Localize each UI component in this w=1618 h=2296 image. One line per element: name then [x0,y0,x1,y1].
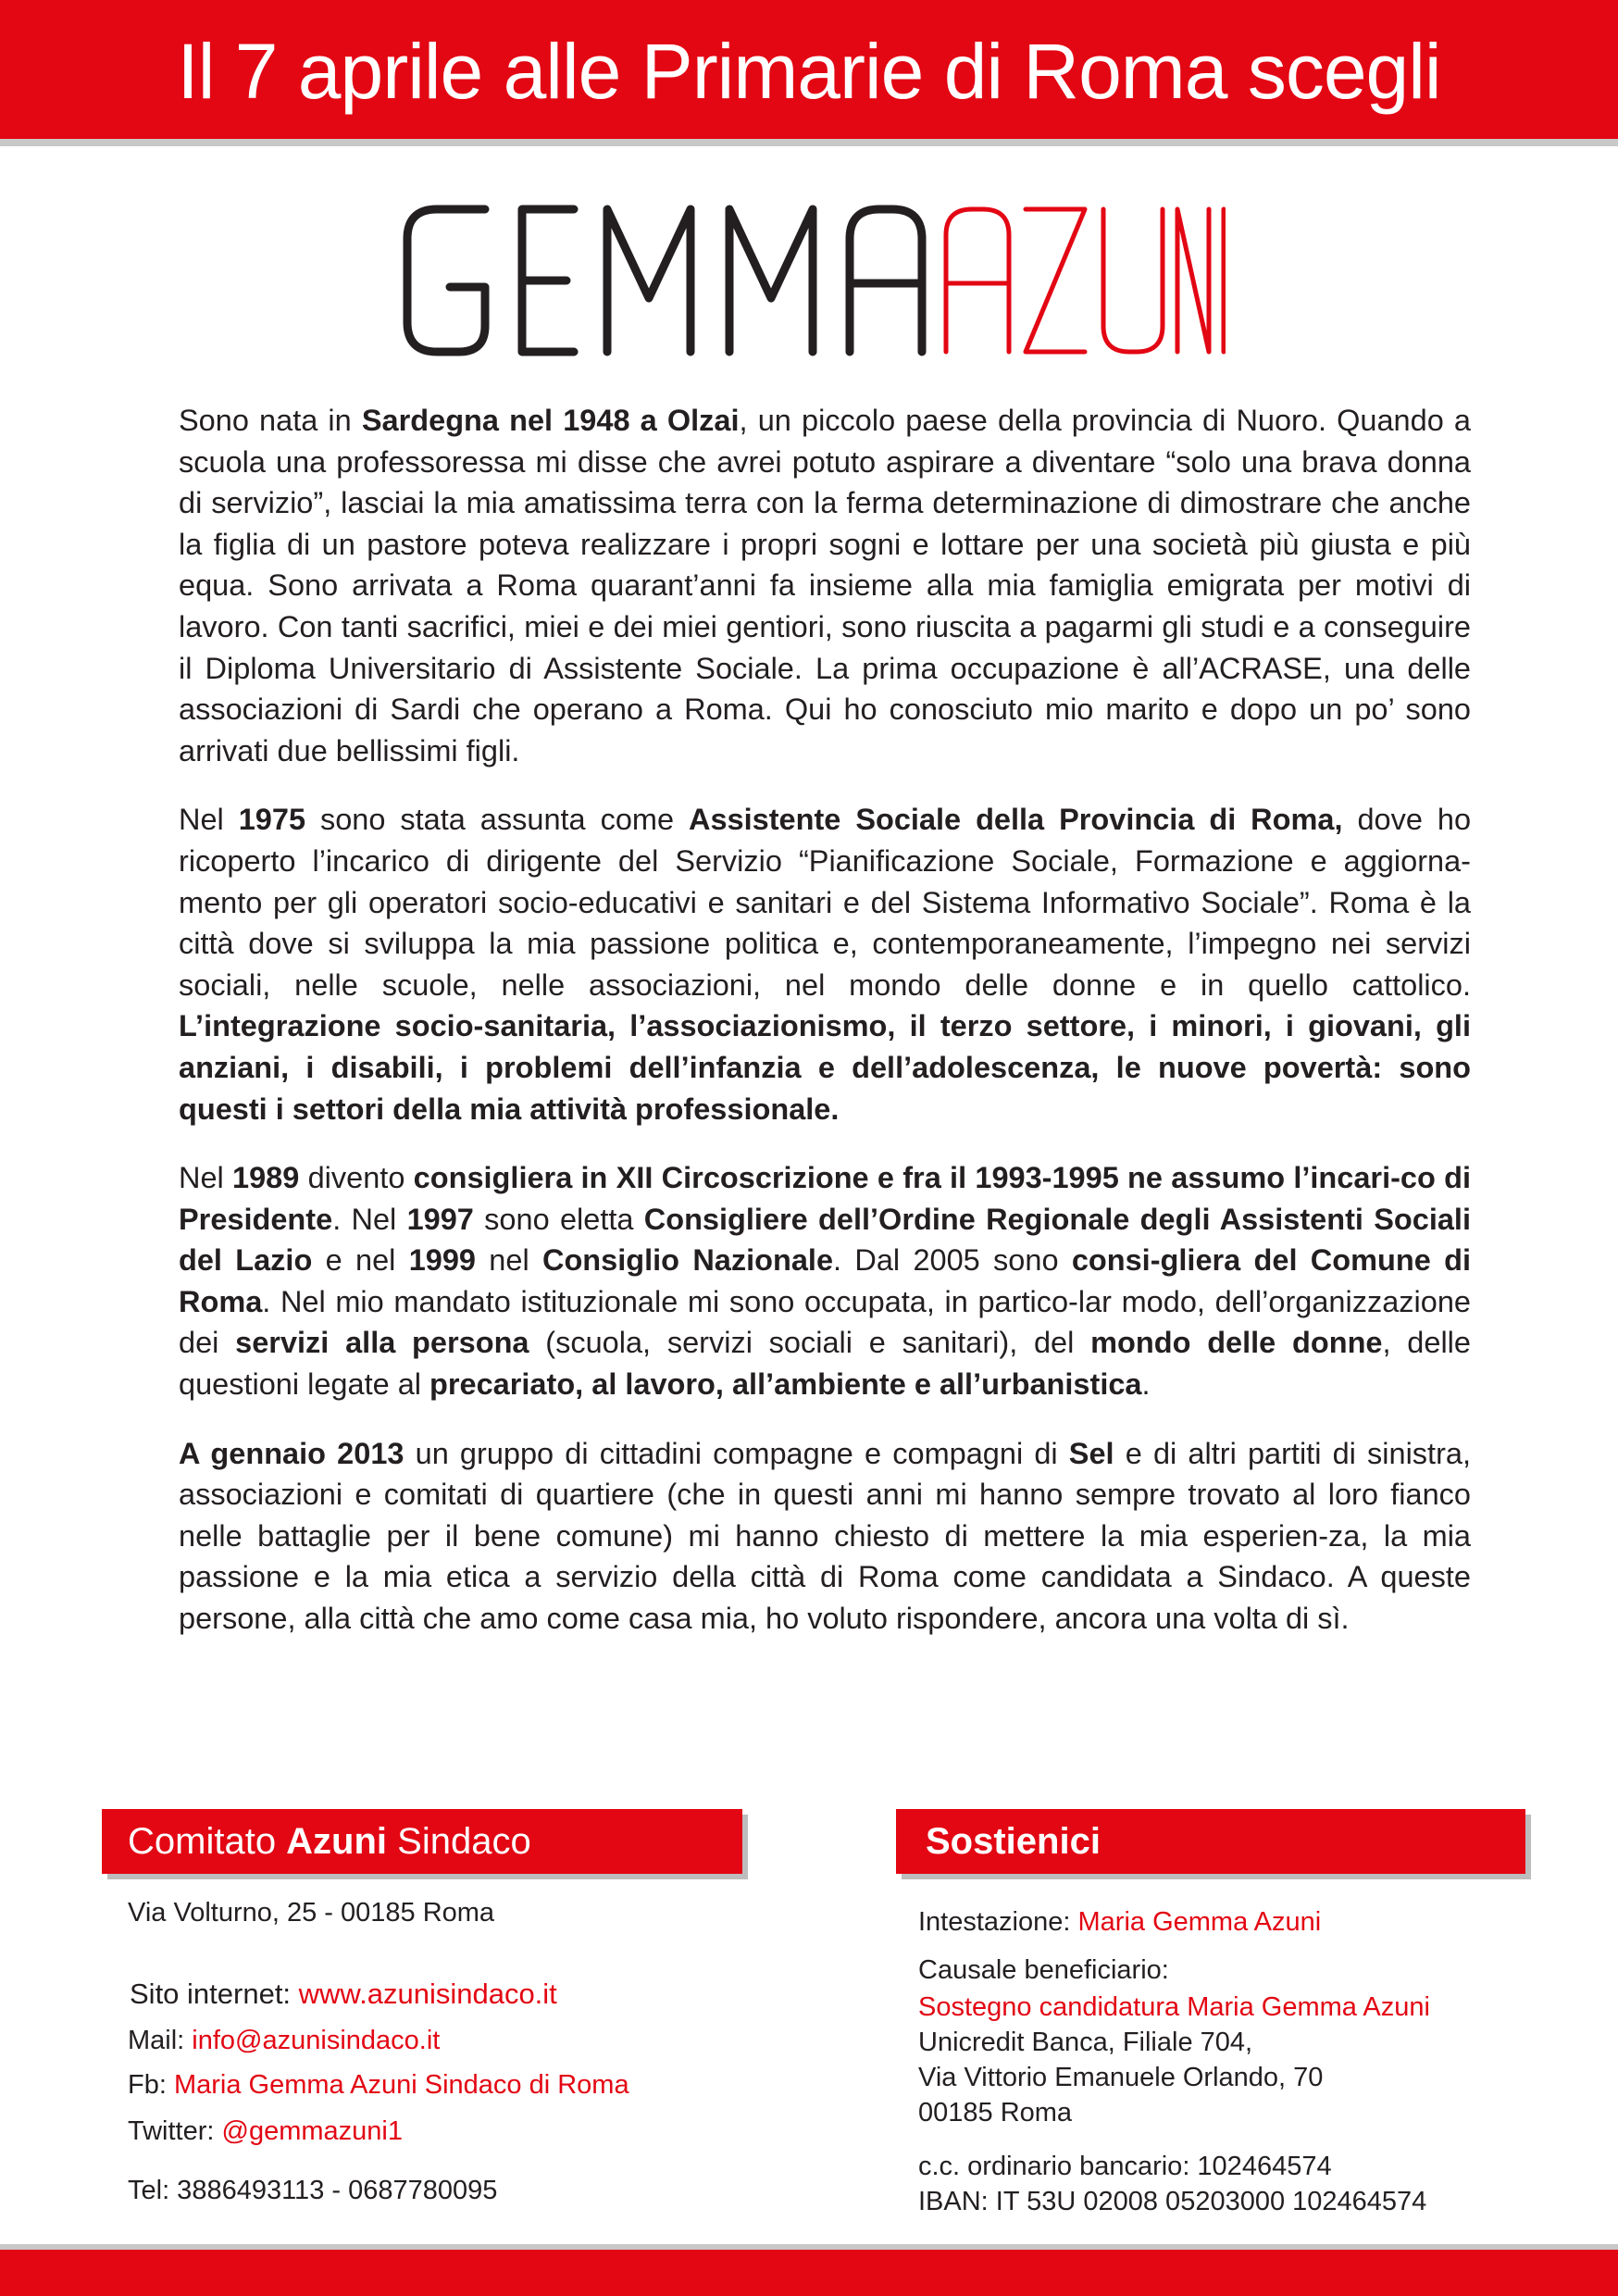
bio-paragraph-4 [179,1433,1471,1640]
bold-run: precariato, al lavoro, all’ambiente e all’urbanistica [429,1367,1142,1402]
text-run: Nel [179,803,239,837]
text-run: . Nel [332,1202,407,1236]
logo-last-name [946,209,1224,352]
footer-band [0,2250,1618,2296]
candidate-name-logo [392,180,1226,380]
committee-title: Comitato Azuni Sindaco [128,1821,531,1862]
bold-run: Consigliere dell’Ordine Regionale degli Assistenti Sociali del Lazio [179,1202,1471,1278]
text-run: , delle questioni legate al [179,1326,1471,1402]
bold-run: servizi alla persona [235,1326,529,1360]
committee-address: Via Volturno, 25 - 00185 Roma [128,1898,495,1928]
committee-facebook: Fb: Maria Gemma Azuni Sindaco di Roma [128,2070,629,2100]
text-run: . Nel mio mandato istituzionale mi sono occupata, in partico-lar modo, dell’organizzazione dei [179,1284,1471,1360]
header-shadow [0,139,1618,146]
support-header [896,1809,1525,1874]
text-run: nel [476,1243,542,1278]
bold-run: 1999 [408,1243,476,1278]
mail-link[interactable]: info@azunisindaco.it [192,2026,441,2055]
committee-phone: Tel: 3886493113 - 0687780095 [128,2176,498,2205]
bold-run: mondo delle donne [1090,1326,1383,1360]
committee-header [102,1809,742,1874]
text-run: e di altri partiti di sinistra, associazioni e comitati di quartiere (che in questi anni mi hanno sempre trovato al loro fianco nelle battaglie per il bene comune) mi hanno chiesto di mettere la mia esperien-za, la mia passione e la mia etica a servizio della città di Roma come candidata a Sindaco. A queste persone, alla città che amo come casa mia, ho voluto rispondere, ancora una volta di sì. [179,1436,1471,1636]
support-causale-label: Causale beneficiario: [918,1955,1169,1985]
text-run: sono eletta [473,1202,644,1236]
biography [179,400,1471,1667]
twitter-link[interactable]: @gemmazuni1 [221,2116,403,2146]
website-link[interactable]: www.azunisindaco.it [298,1978,557,2010]
support-bank-line3: 00185 Roma [918,2098,1073,2128]
bold-run: Consiglio Nazionale [541,1243,834,1278]
support-title: Sostienici [926,1821,1101,1862]
text-run: dove ho ricoperto l’incarico di dirigente del Servizio “Pianificazione Sociale, Formazione e aggiorna-mento per gli operatori socio-educativi e sanitari e del Sistema Informativo Sociale”. Roma è la città dove si sviluppa la mia passione politica e, contemporaneamente, l’impegno nei servizi sociali, nelle scuole, nelle associazioni, nel mondo delle donne e in quello cattolico. [179,803,1472,1002]
bold-run: Sel [1068,1436,1114,1470]
support-causale-value: Sostegno candidatura Maria Gemma Azuni [918,1992,1430,2022]
bold-run: Assistente Sociale della Provincia di Roma, [689,803,1343,837]
committee-website: Sito internet: www.azunisindaco.it [130,1978,557,2010]
support-bank-line2: Via Vittorio Emanuele Orlando, 70 [918,2063,1324,2092]
text-run: , un piccolo paese della provincia di Nuoro. Quando a scuola una professoressa mi disse che avrei potuto aspirare a diventare “solo una brava donna di servizio”, lasciai la mia amatissima terra con la ferma determinazione di dimostrare che anche la figlia di un pastore poteva realizzare i propri sogni e lottare per una società più giusta e più equa. Sono arrivata a Roma quarant’anni fa insieme alla mia famiglia emigrata per motivi di lavoro. Con tanti sacrifici, miei e dei miei gentiori, sono riuscita a pagarmi gli studi e a conseguire il Diploma Universitario di Assistente Sociale. La prima occupazione è all’ACRASE, una delle associazioni di Sardi che operano a Roma. Qui ho conosciuto mio marito e dopo un po’ sono arrivati due bellissimi figli. [179,404,1471,767]
bio-paragraph-1 [179,400,1471,771]
bold-run: Sardegna nel 1948 a Olzai [361,404,740,437]
committee-twitter: Twitter: @gemmazuni1 [128,2116,403,2146]
text-run: . Dal 2005 sono [833,1243,1072,1278]
support-bank-line1: Unicredit Banca, Filiale 704, [918,2028,1253,2057]
bold-run: 1997 [406,1202,474,1236]
bold-run: L’integrazione socio-sanitaria, l’associazionismo, il terzo settore, i minori, i giovani, gli anziani, i disabili, i problemi dell’infanzia e dell’adolescenza, le nuove povertà: sono questi i settori della mia attività professionale. [179,1009,1471,1126]
text-run: Nel [179,1161,233,1195]
bold-run: 1975 [238,803,306,837]
bold-run: A gennaio 2013 [179,1436,404,1470]
bio-paragraph-2 [179,799,1471,1129]
text-run: e nel [312,1243,409,1278]
page-title: Il 7 aprile alle Primarie di Roma scegli [177,28,1441,115]
support-holder: Intestazione: Maria Gemma Azuni [918,1907,1322,1937]
bold-run: consi-gliera del Comune di Roma [179,1243,1471,1318]
facebook-link[interactable]: Maria Gemma Azuni Sindaco di Roma [173,2070,629,2100]
support-iban: IBAN: IT 53U 02008 05203000 102464574 [918,2187,1427,2216]
text-run: . [1141,1367,1151,1402]
bold-run: 1989 [232,1161,300,1195]
text-run: divento [299,1161,414,1195]
support-account: c.c. ordinario bancario: 102464574 [918,2152,1332,2181]
text-run: (scuola, servizi sociali e sanitari), del [529,1326,1091,1360]
committee-mail: Mail: info@azunisindaco.it [128,2026,441,2055]
text-run: sono stata assunta come [305,803,689,837]
bold-run: consigliera in XII Circoscrizione e fra il 1993-1995 ne assumo l’incari-co di Presidente [179,1161,1471,1236]
logo-first-name [407,209,922,352]
bio-paragraph-3 [179,1157,1471,1405]
text-run: un gruppo di cittadini compagne e compagni di [404,1436,1069,1470]
text-run: Sono nata in [179,404,362,437]
